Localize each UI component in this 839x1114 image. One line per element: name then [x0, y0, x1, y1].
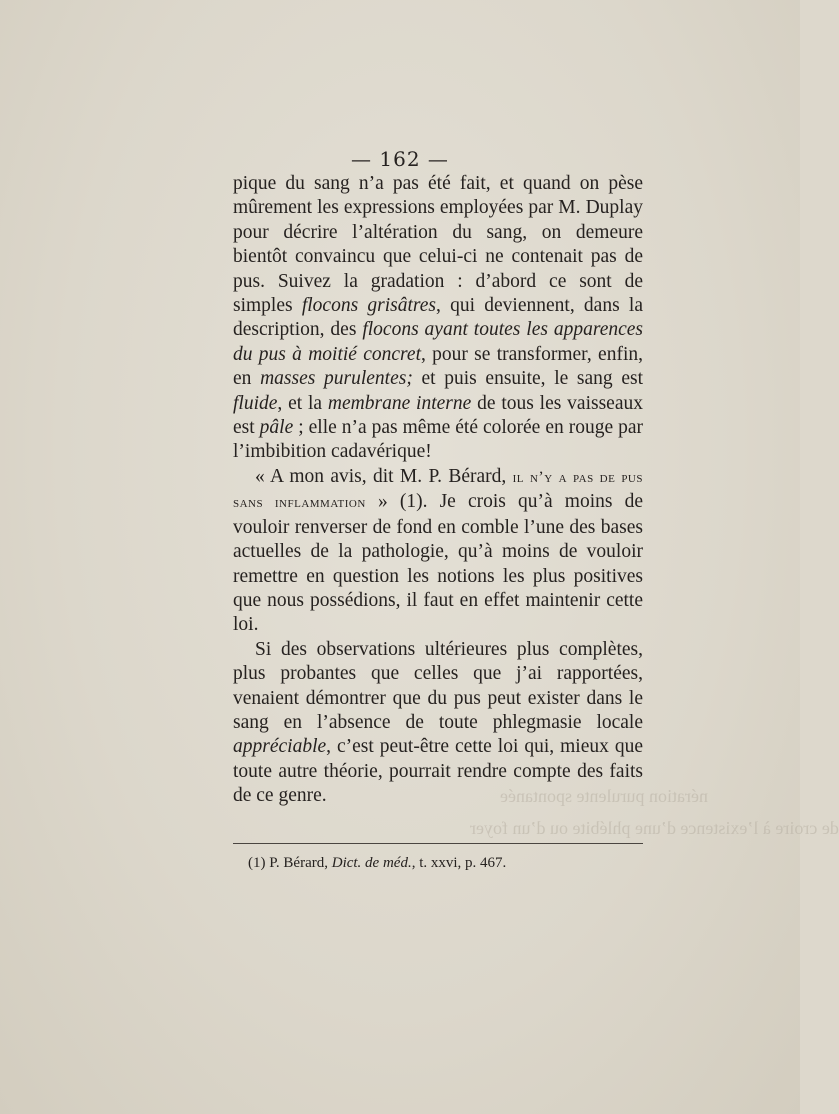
- text-run: » (1). Je crois qu’à moins de vouloir renverser de fond en comble l’une des bases actuelles de la pathologie, qu’à moins de vouloir remettre en question les notions les plus positives que nous possédions, il faut en effet maintenir cette loi.: [233, 491, 643, 636]
- italic-text: fluide: [233, 392, 278, 414]
- page-number: — 162 —: [351, 147, 449, 171]
- footnote: [248, 853, 648, 873]
- text-run: pique du sang n’a pas été fait, et quand on pèse mûrement les expressions employées par M. Duplay pour décrire l’altération du sang, on demeure bientôt convaincu que celui-ci ne contenait pas de pus. Suivez la gradation : d’abord ce sont de simples: [233, 173, 643, 317]
- paragraph: [233, 172, 643, 465]
- text-run: de tous les vaisseaux est: [233, 392, 643, 439]
- text-run: , et la: [277, 392, 328, 414]
- text-run: , c’est peut-être cette loi qui, mieux que toute autre théorie, pourrait rendre compte des faits de ce genre.: [233, 736, 643, 807]
- italic-text: appréciable: [233, 736, 327, 758]
- text-run: , pour se transformer, enfin, en: [233, 343, 643, 390]
- show-through-text: de croire à l’existence d’une phlébite ou d’un foyer: [470, 818, 839, 838]
- text-run: , qui deviennent, dans la description, des: [233, 295, 643, 341]
- text-run: et puis ensuite, le sang est: [412, 368, 644, 390]
- small-caps-text: il n’y a pas de pus sans inflammation: [233, 468, 643, 512]
- italic-text: pâle: [259, 417, 294, 439]
- italic-text: flocons grisâtres: [301, 295, 437, 317]
- italic-text: Dict. de méd.: [331, 855, 412, 871]
- text-run: (1) P. Bérard,: [248, 855, 332, 871]
- paragraph: [233, 465, 643, 638]
- footnote-divider: [233, 843, 643, 844]
- body-text: [233, 172, 643, 809]
- text-run: ; elle n’a pas même été colorée en rouge par l’imbibition cadavérique!: [233, 417, 643, 463]
- text-run: , t. xxvi, p. 467.: [411, 855, 507, 871]
- text-run: « A mon avis, dit M. P. Bérard,: [255, 465, 513, 487]
- italic-text: membrane interne: [327, 392, 472, 414]
- italic-text: masses purulentes;: [260, 368, 413, 390]
- italic-text: flocons ayant toutes les apparences du pus à moitié concret: [233, 319, 644, 365]
- show-through-text: nération purulente spontanée: [500, 786, 708, 806]
- text-run: Si des observations ultérieures plus complètes, plus probantes que celles que j’ai rapportées, venaient démontrer que du pus peut exister dans le sang en l’absence de toute phlegmasie locale: [233, 638, 643, 733]
- paragraph: [233, 638, 643, 809]
